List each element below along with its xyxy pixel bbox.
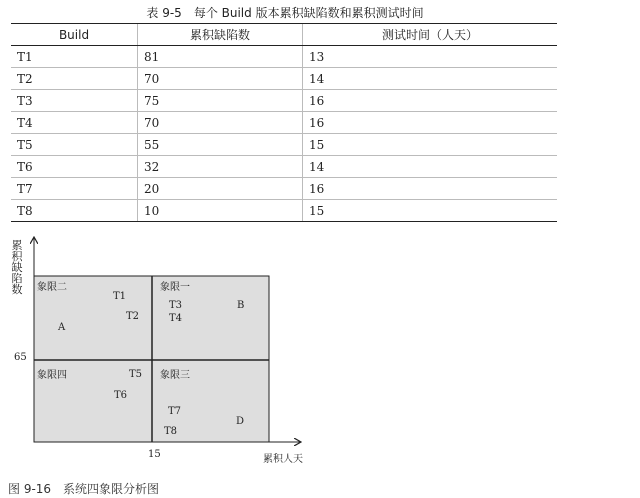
test-time-cell: 16 xyxy=(303,112,558,134)
defects-cell: 75 xyxy=(138,90,303,112)
build-cell: T4 xyxy=(11,112,138,134)
test-time-cell: 13 xyxy=(303,46,558,68)
y-axis-label: 累积缺陷数 xyxy=(11,239,23,296)
y-threshold-label: 65 xyxy=(14,352,27,363)
point-T1: T1 xyxy=(113,291,127,302)
test-time-cell: 14 xyxy=(303,156,558,178)
figure-caption: 图 9-16 系统四象限分析图 xyxy=(8,482,160,496)
defects-cell: 10 xyxy=(138,200,303,222)
test-time-cell: 15 xyxy=(303,134,558,156)
point-T8: T8 xyxy=(164,426,178,437)
header-test-time: 测试时间（人天） xyxy=(303,24,558,46)
build-cell: T5 xyxy=(11,134,138,156)
point-T7: T7 xyxy=(168,406,182,417)
point-T6: T6 xyxy=(114,390,128,401)
point-B: B xyxy=(237,300,245,311)
defects-cell: 70 xyxy=(138,112,303,134)
defects-cell: 70 xyxy=(138,68,303,90)
table-caption: 表 9-5 每个 Build 版本累积缺陷数和累积测试时间 xyxy=(146,6,424,20)
defects-cell: 32 xyxy=(138,156,303,178)
build-cell: T6 xyxy=(11,156,138,178)
point-D: D xyxy=(236,416,245,427)
defects-cell: 20 xyxy=(138,178,303,200)
quadrant-3-label: 象限三 xyxy=(160,370,190,381)
build-cell: T3 xyxy=(11,90,138,112)
defects-cell: 55 xyxy=(138,134,303,156)
build-cell: T1 xyxy=(11,46,138,68)
test-time-cell: 16 xyxy=(303,178,558,200)
point-T4: T4 xyxy=(169,313,183,324)
quadrant-4-label: 象限四 xyxy=(37,370,67,381)
x-threshold-label: 15 xyxy=(148,449,161,460)
x-axis-label: 累积人天 xyxy=(263,454,303,465)
point-T5: T5 xyxy=(129,369,143,380)
test-time-cell: 15 xyxy=(303,200,558,222)
build-cell: T7 xyxy=(11,178,138,200)
build-cell: T2 xyxy=(11,68,138,90)
quadrant-2-label: 象限二 xyxy=(37,282,67,293)
defects-cell: 81 xyxy=(138,46,303,68)
point-T2: T2 xyxy=(126,311,140,322)
point-A: A xyxy=(58,322,66,333)
quadrant-1-label: 象限一 xyxy=(160,282,190,293)
test-time-cell: 14 xyxy=(303,68,558,90)
header-defects: 累积缺陷数 xyxy=(138,24,303,46)
header-build: Build xyxy=(11,24,138,46)
point-T3: T3 xyxy=(169,300,183,311)
test-time-cell: 16 xyxy=(303,90,558,112)
build-cell: T8 xyxy=(11,200,138,222)
